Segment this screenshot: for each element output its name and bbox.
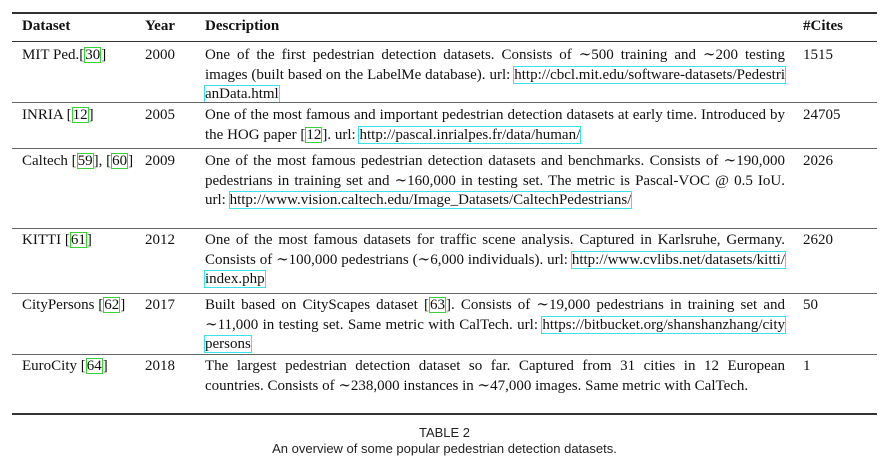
cites-cell: 1515: [803, 47, 833, 63]
text-segment: Built based on CityScapes dataset: [205, 297, 424, 313]
url-link[interactable]: http://cbcl.mit.edu/software-datasets/PedestrianData.html: [205, 66, 785, 102]
dataset-cell: CityPersons [62]: [22, 297, 126, 313]
description-cell: [205, 152, 785, 211]
text-segment: Caltech: [22, 153, 72, 169]
description-cell: Built based on CityScapes dataset [63]. Consists of ∼19,000 pedestrians in training set and ∼11,000 in testing set. Same metric with CalTech. url: https://bitbucket.org/shanshanzhang/citypersons: [205, 297, 785, 352]
citation-link[interactable]: 30: [85, 47, 101, 63]
url-link[interactable]: http://pascal.inrialpes.fr/data/human/: [359, 126, 581, 143]
cites-cell: 2026: [803, 153, 833, 169]
text-segment: The largest pedestrian detection dataset so far. Captured from 31 cities in 12 European countries. Consists of ∼238,000 instances in ∼47,000 images. Same metric with CalTech.: [205, 358, 785, 394]
url-link[interactable]: https://bitbucket.org/shanshanzhang/citypersons: [205, 316, 785, 352]
year-cell: 2009: [145, 153, 175, 169]
text-segment: One of the most famous pedestrian detection datasets and benchmarks. Consists of ∼190,000 pedestrians in training set and ∼160,000 in testing set. The metric is Pascal-VOC @ 0.5 IoU. url:: [205, 153, 785, 208]
table-header: [0, 15, 889, 41]
citation-link[interactable]: 12: [72, 107, 88, 123]
text-segment: INRIA: [22, 107, 67, 123]
citation-link[interactable]: 64: [86, 358, 102, 374]
text-segment: . Consists of ∼19,000 pedestrians in training set and ∼11,000 in testing set. Same metric with CalTech. url:: [205, 297, 785, 333]
cites-cell: 2620: [803, 232, 833, 248]
description-cell: [205, 46, 785, 105]
row-divider: [12, 148, 877, 149]
row-divider: [12, 102, 877, 103]
url-link[interactable]: http://www.vision.caltech.edu/Image_Datasets/CaltechPedestrians/: [229, 192, 632, 208]
text-segment: . url:: [327, 126, 360, 143]
row-divider: [12, 293, 877, 294]
cites-cell: 50: [803, 297, 818, 313]
citation-link[interactable]: 59: [77, 153, 93, 169]
dataset-cell: INRIA [12]: [22, 107, 94, 123]
bottom-rule: [12, 413, 877, 415]
year-cell: 2000: [145, 47, 175, 63]
text-segment: MIT Ped.: [22, 47, 80, 63]
dataset-cell: KITTI [61]: [22, 232, 92, 248]
caption-label: TABLE 2: [418, 425, 471, 440]
dataset-cell: MIT Ped.[30]: [22, 47, 107, 63]
text-segment: KITTI: [22, 232, 65, 248]
citation-link[interactable]: 62: [104, 297, 120, 313]
citation-link[interactable]: 60: [112, 153, 128, 169]
text-segment: One of the first pedestrian detection datasets. Consists of ∼500 training and ∼200 testing images (built based on the LabelMe database). url:: [205, 47, 785, 83]
year-cell: 2005: [145, 107, 175, 123]
description-cell: One of the most famous and important pedestrian detection datasets at early time. Introduced by the HOG paper [12]. url: http://pascal.inrialpes.fr/data/human/: [205, 107, 785, 143]
citation-link[interactable]: 63: [429, 297, 445, 313]
citation-link[interactable]: 12: [306, 126, 322, 143]
header-year: Year: [145, 18, 175, 34]
row-divider: [12, 354, 877, 355]
text-segment: One of the most famous datasets for traffic scene analysis. Captured in Karlsruhe, Germany. Consists of ∼100,000 pedestrians (∼6,000 individuals). url:: [205, 232, 785, 268]
text-segment: One of the most famous and important pedestrian detection datasets at early time. Introduced by the HOG paper: [205, 107, 785, 143]
cites-cell: 1: [803, 358, 811, 374]
year-cell: 2018: [145, 358, 175, 374]
year-cell: 2017: [145, 297, 175, 313]
caption-text: An overview of some popular pedestrian detection datasets.: [272, 441, 617, 456]
header-rule: [12, 41, 877, 42]
row-divider: [12, 228, 877, 229]
cites-cell: 24705: [803, 107, 841, 123]
text-segment: CityPersons: [22, 297, 99, 313]
header-cites: #Cites: [803, 18, 843, 34]
year-cell: 2012: [145, 232, 175, 248]
header-dataset: Dataset: [22, 18, 71, 34]
header-description: Description: [205, 18, 280, 34]
description-cell: [205, 357, 785, 396]
text-segment: EuroCity: [22, 358, 81, 374]
top-rule: [12, 12, 877, 14]
text-segment: ,: [98, 153, 107, 169]
url-link[interactable]: http://www.cvlibs.net/datasets/kitti/index.php: [205, 251, 785, 287]
dataset-cell: EuroCity [64]: [22, 358, 108, 374]
citation-link[interactable]: 61: [70, 232, 86, 248]
dataset-cell: Caltech [59], [60]: [22, 153, 134, 169]
description-cell: [205, 231, 785, 290]
